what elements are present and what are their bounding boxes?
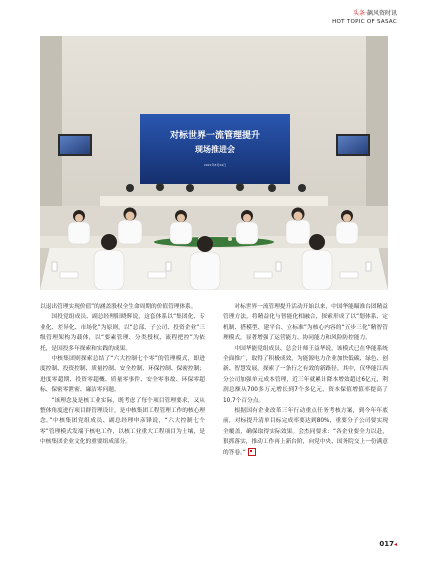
banner-line1: 对标世界一流管理提升	[169, 131, 261, 141]
left-column	[40, 302, 205, 448]
paragraph-right-1: 对标世界一流管理提升活动开始以来，中国华能瞄准台团精益管理方法，将精益化与智能化相融合，探索形成了以“划体系、定机制、搭模型、建平台、立标准”为核心内容的“五步三化”精智管理模式，显著增强了运营能力、协同能力和风险防控能力。	[223, 304, 388, 342]
right-column	[223, 302, 388, 458]
paragraph-left-4: “该理念及是核工业实际，既考虑了每个项目管理要求，又从整体角度进行项目群管理设计，是中核集团工程管理工作的核心理念。”中核集团党组成员、副总经理申彦锋说，“六大控制七个零”管理模式发端于核电工作，以核工业重大工程项目为土壤，是中核集团企业文化的重要组成部分。	[40, 397, 205, 446]
page-header	[332, 10, 397, 26]
page-number: 017◂	[379, 540, 397, 548]
banner-date: 2021年8月24日	[203, 163, 227, 167]
meeting-photo	[40, 36, 388, 290]
section-label-red: 头条	[353, 10, 366, 17]
paragraph-left-2: 国投党组成员、副总经理阳晓辉说，这套体系以“集团化、专业化、差异化、市场化”为原则，以“总部、子公司、投资企业”三级管理架构为载体，以“要素管理、分类授权、流程把控”为依托，是国投多年探索和实践的成果。	[40, 314, 205, 352]
section-label: 头条·飙风资时讯	[353, 10, 397, 17]
section-subtitle: HOT TOPIC OF SASAC	[332, 19, 397, 25]
paragraph-left-1: 以退出管理实现价值”的涵盖股权全生命周期的价值管理体系。	[40, 304, 197, 310]
page-marker-icon: ◂	[393, 541, 397, 548]
paragraph-left-3: 中核集团则探索总结了“六大控制七个零”的管理模式，即进度控制、投资控制、质量控制、安全控制、环保控制、保密控制；进度零超期、投资零超概、质量零事件、安全零事故、环保零超标、保密零泄密、廉洁零问题。	[40, 356, 205, 394]
section-title: 飙风资时讯	[366, 10, 397, 17]
banner-line2: 现场推进会	[195, 145, 235, 154]
article-body	[40, 302, 387, 532]
paragraph-right-3: 根据国有企业改革三年行动重点任务考核方案，到今年年底前，对标提升清单目标完成率要达到80%，重要分子公司要实现全覆盖，确保取得实际效果。会杰同要求：“各企业要全力以赴，狠抓落实，推动工作再上新台阶，向党中央、国务院交上一份满意的答卷。”	[223, 408, 388, 456]
end-mark-icon	[248, 448, 256, 456]
paragraph-right-2: 中国华能党组成员、总会计师王益华说，该模式已在华能系统全面推广，取得了积极成效，为能源电力企业加快低碳、绿色、创新、智慧发展，探索了一条行之有效的新路径。其中，仅华能江西分公司加强单元成本管理，近三年就累计降本增效超过6亿元，利润总额从700多万元增长到7个多亿元，资本保值增值率提高了10.7个百分点。	[223, 345, 388, 404]
meeting-photo-illustration	[40, 36, 388, 290]
